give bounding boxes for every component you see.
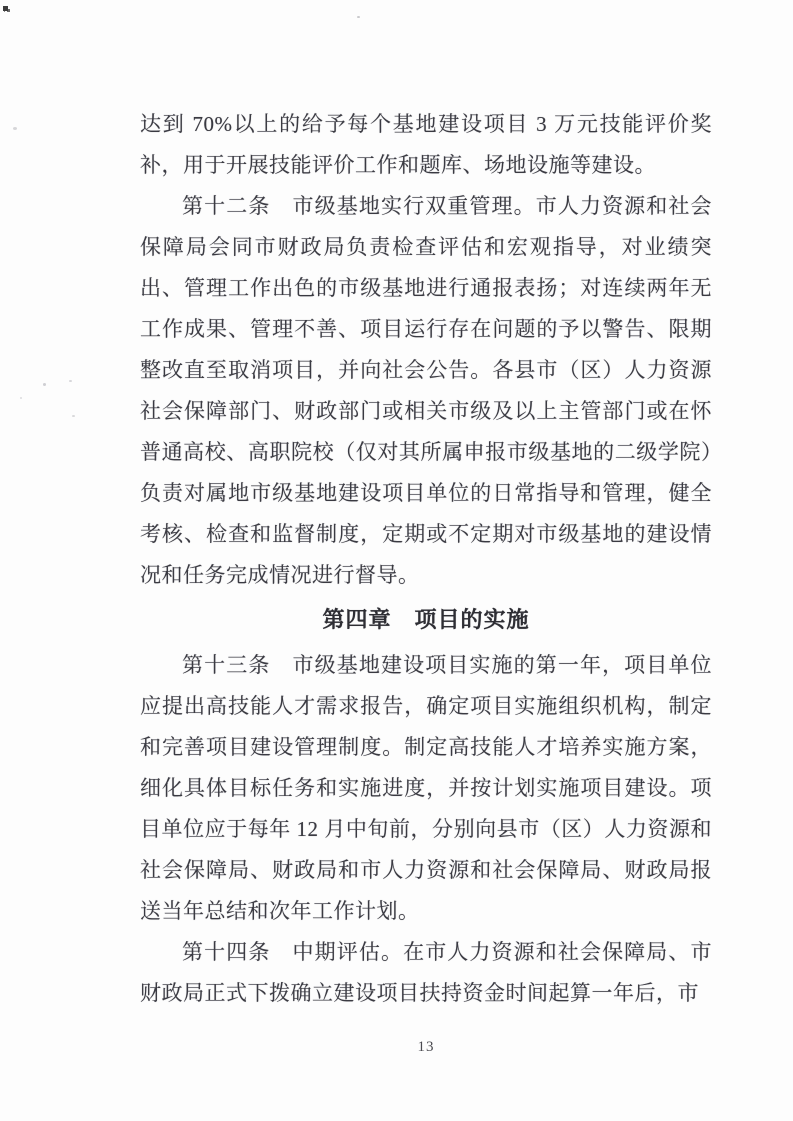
chapter-4-heading: 第四章 项目的实施: [322, 607, 530, 632]
scan-speck: [69, 380, 72, 382]
scan-speck: [20, 397, 22, 399]
text-block: [140, 104, 712, 1014]
page-number: 13: [417, 1039, 435, 1055]
paragraph-article-13: 第十三条 市级基地建设项目实施的第一年，项目单位应提出高技能人才需求报告，确定项目实施组织机构，制定和完善项目建设管理制度。制定高技能人才培养实施方案，细化具体目标任务和实施进度，并按计划实施项目建设。项目单位应于每年 12 月中旬前，分别向县市（区）人力资源和社会保障局、财政局和市人力资源和社会保障局、财政局报送当年总结和次年工作计划。: [140, 653, 712, 923]
scan-speck: [13, 127, 17, 130]
scan-speck: [72, 415, 75, 417]
scan-speck: [43, 383, 46, 386]
scan-speck: [357, 16, 360, 18]
paragraph-article-14-partial: 第十四条 中期评估。在市人力资源和社会保障局、市财政局正式下拨确立建设项目扶持资金时间起算一年后，市: [140, 940, 712, 1005]
paragraph-skill-award-continuation: 达到 70%以上的给予每个基地建设项目 3 万元技能评价奖补，用于开展技能评价工作和题库、场地设施等建设。: [140, 112, 712, 177]
paragraph-article-12: 第十二条 市级基地实行双重管理。市人力资源和社会保障局会同市财政局负责检查评估和宏观指导，对业绩突出、管理工作出色的市级基地进行通报表扬；对连续两年无工作成果、管理不善、项目运行存在问题的予以警告、限期整改直至取消项目，并向社会公告。各县市（区）人力资源社会保障部门、财政部门或相关市级及以上主管部门或在怀普通高校、高职院校（仅对其所属申报市级基地的二级学院）负责对属地市级基地建设项目单位的日常指导和管理，健全考核、检查和监督制度，定期或不定期对市级基地的建设情况和任务完成情况进行督导。: [140, 194, 712, 587]
scan-speck: [3, 6, 8, 11]
